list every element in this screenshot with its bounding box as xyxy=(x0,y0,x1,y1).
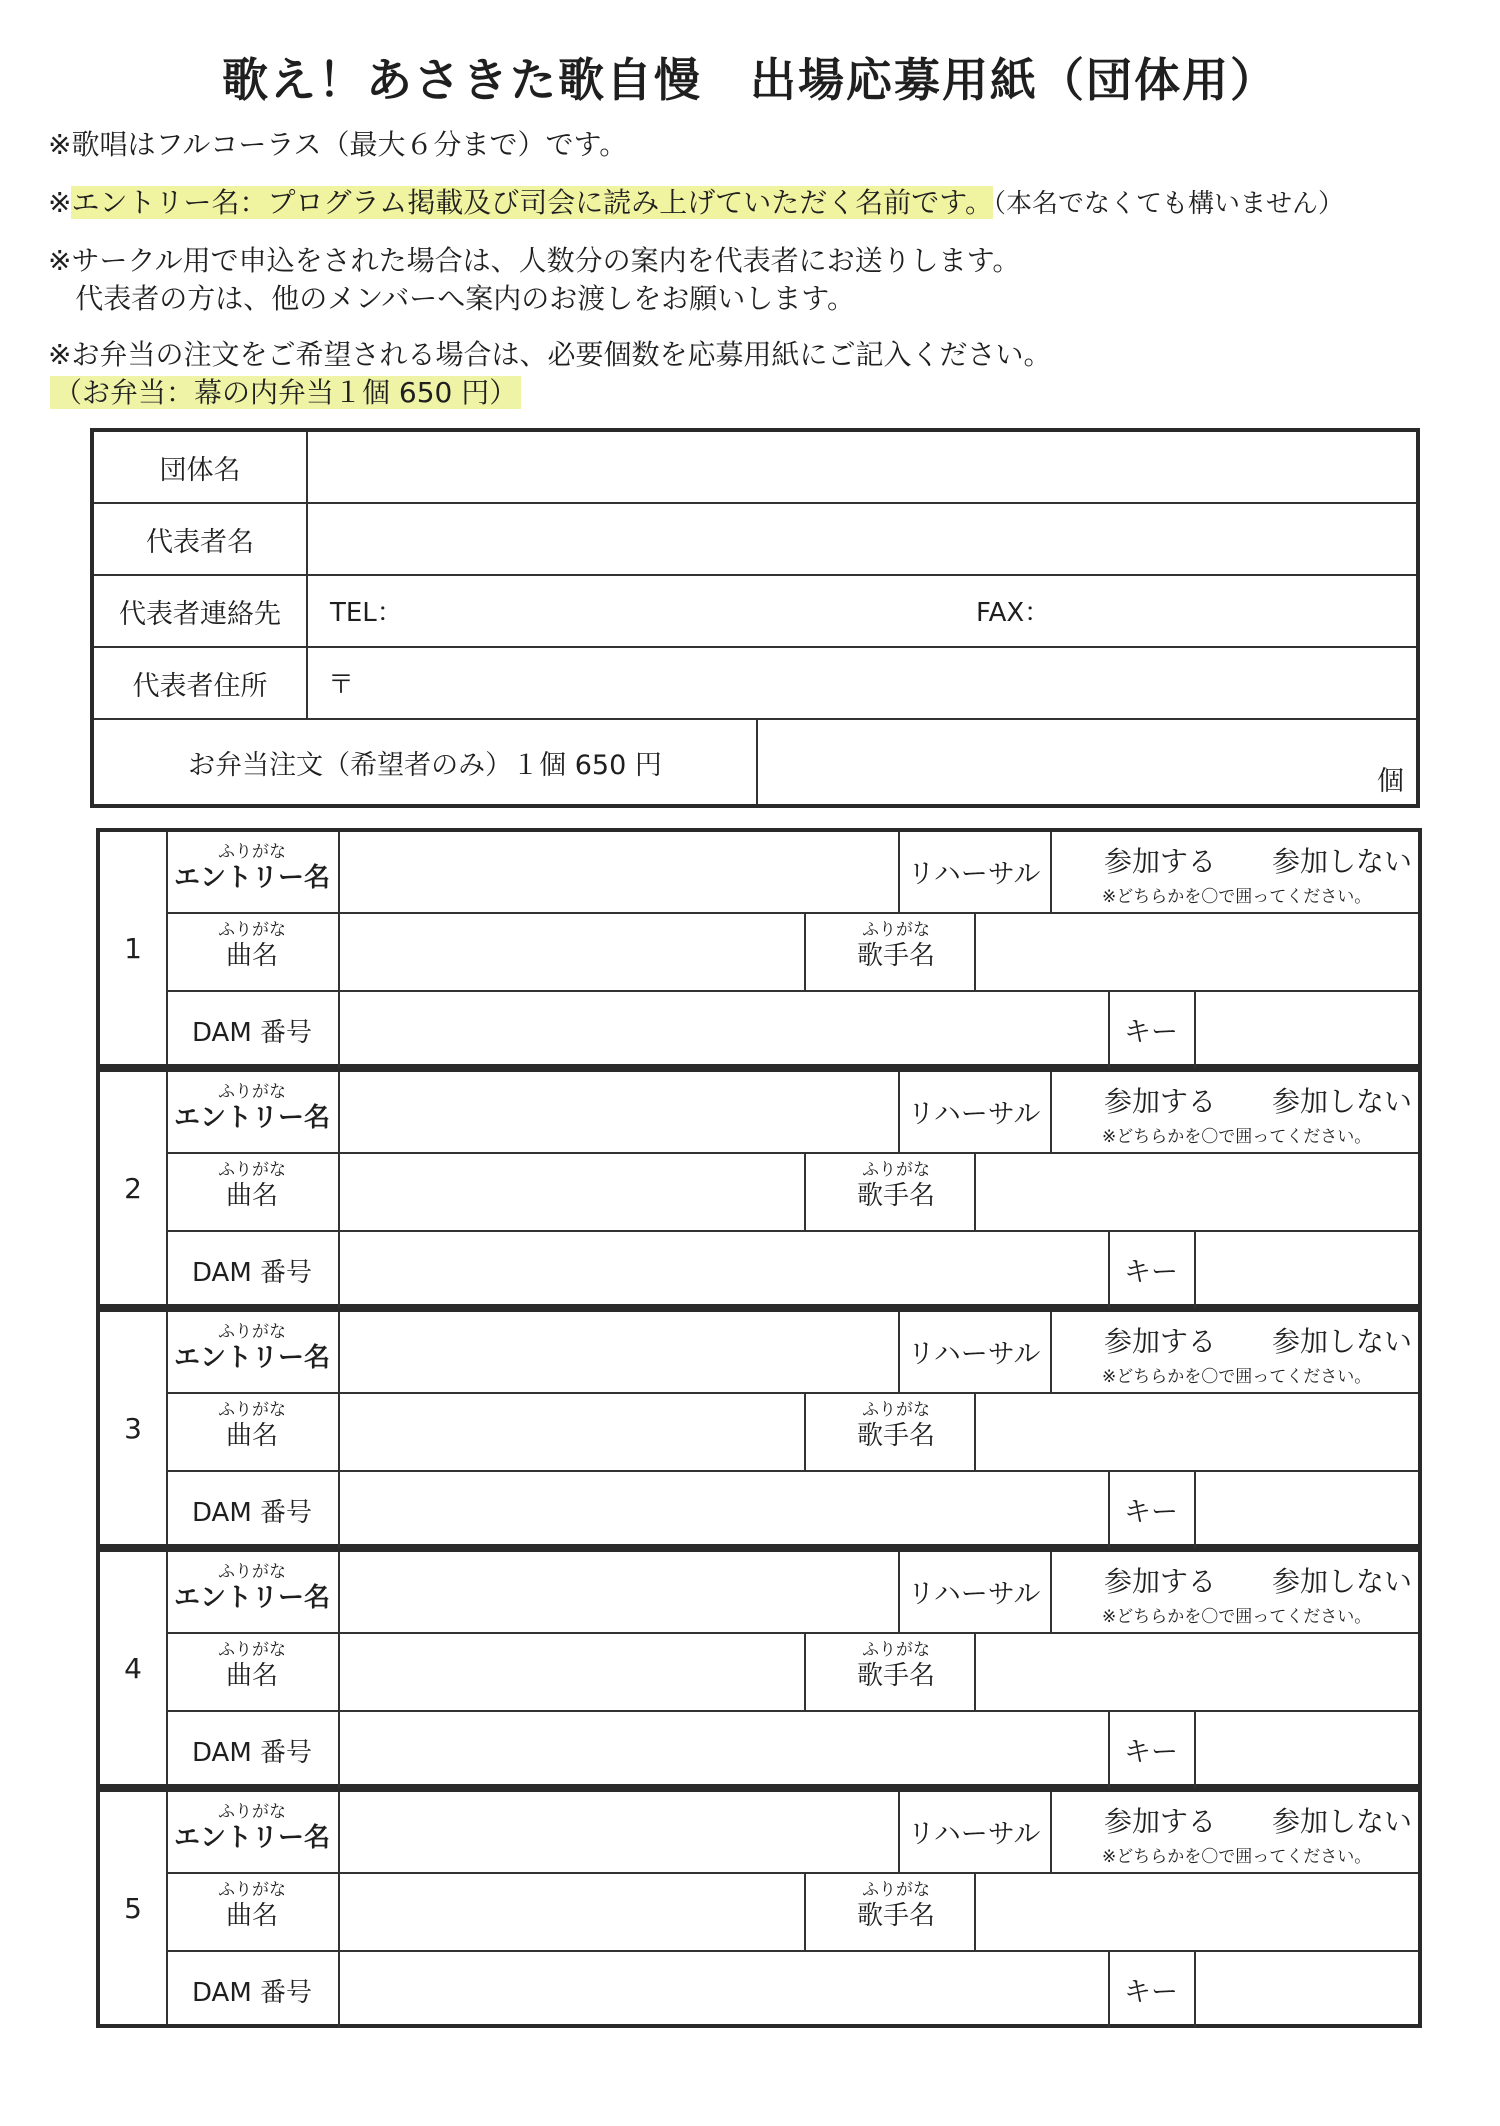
rehearsal-attend-option[interactable]: 参加する xyxy=(1104,1325,1217,1358)
rehearsal-label: リハーサル xyxy=(907,1819,1041,1850)
furigana-label: ふりがな xyxy=(218,1322,286,1342)
rehearsal-not-attend-option[interactable]: 参加しない xyxy=(1272,1085,1413,1118)
singer-name-text: 歌手名 xyxy=(856,1661,935,1691)
group-info-table xyxy=(90,428,1420,808)
entry-number: 3 xyxy=(100,1312,168,1544)
entry-number: 5 xyxy=(100,1792,168,2024)
rehearsal-divider xyxy=(1050,1312,1052,1392)
rehearsal-attend-option[interactable]: 参加する xyxy=(1104,1565,1217,1598)
key-field[interactable] xyxy=(1196,992,1418,1066)
entry-block xyxy=(96,1548,1422,1788)
song-name-text: 曲名 xyxy=(225,1661,278,1691)
rehearsal-label: リハーサル xyxy=(907,1339,1041,1370)
singer-name-field[interactable] xyxy=(976,1634,1418,1708)
address-field[interactable] xyxy=(306,648,1416,718)
row-contact xyxy=(94,576,1416,648)
note-circle-line2 xyxy=(50,282,855,316)
entry-name-text: エントリー名 xyxy=(173,1343,330,1373)
dam-number-label: DAM 番号 xyxy=(191,1258,313,1288)
contact-field[interactable] xyxy=(306,576,1416,646)
circle-instruction: ※どちらかを〇で囲ってください。 xyxy=(1102,1367,1372,1387)
song-name-field[interactable] xyxy=(340,1394,802,1468)
song-name-text: 曲名 xyxy=(225,1901,278,1931)
tel-label: TEL： xyxy=(330,598,403,628)
note-full-chorus: ※歌唱はフルコーラス（最大６分まで）です。 xyxy=(48,128,628,161)
singer-name-label xyxy=(818,1400,974,1452)
dam-number-field[interactable] xyxy=(340,1712,1106,1786)
fax-label: FAX： xyxy=(976,598,1051,628)
entry-name-field[interactable] xyxy=(340,1072,896,1150)
entry-number: 2 xyxy=(100,1072,168,1304)
dam-number-field[interactable] xyxy=(340,1952,1106,2026)
entry-block xyxy=(96,1788,1422,2028)
song-name-label xyxy=(166,1160,338,1212)
circle-instruction: ※どちらかを〇で囲ってください。 xyxy=(1102,1847,1372,1867)
entry-number: 1 xyxy=(100,832,168,1064)
bento-unit: 個 xyxy=(1377,766,1404,797)
rehearsal-divider xyxy=(1050,1072,1052,1152)
key-label: キー xyxy=(1124,1017,1178,1048)
furigana-label: ふりがな xyxy=(218,1802,286,1822)
key-label: キー xyxy=(1124,1497,1178,1528)
entry-name-text: エントリー名 xyxy=(173,1103,330,1133)
singer-name-label xyxy=(818,1880,974,1932)
rep-name-field[interactable] xyxy=(306,504,1416,574)
dam-number-field[interactable] xyxy=(340,992,1106,1066)
furigana-label: ふりがな xyxy=(218,1082,286,1102)
key-field[interactable] xyxy=(1196,1712,1418,1786)
row-rep-name xyxy=(94,504,1416,576)
circle-instruction: ※どちらかを〇で囲ってください。 xyxy=(1102,1607,1372,1627)
note-circle-line1: ※サークル用で申込をされた場合は、人数分の案内を代表者にお送りします。 xyxy=(48,244,1021,277)
note-bento-line1: ※お弁当の注文をご希望される場合は、必要個数を応募用紙にご記入ください。 xyxy=(48,338,1052,371)
note-entry-name-highlight: エントリー名：プログラム掲載及び司会に読み上げていただく名前です。 xyxy=(71,186,993,219)
rehearsal-not-attend-option[interactable]: 参加しない xyxy=(1272,1325,1413,1358)
singer-name-field[interactable] xyxy=(976,1394,1418,1468)
address-label: 代表者住所 xyxy=(94,648,308,718)
furigana-label: ふりがな xyxy=(218,1562,286,1582)
rehearsal-attend-option[interactable]: 参加する xyxy=(1104,1085,1217,1118)
song-name-field[interactable] xyxy=(340,1154,802,1228)
singer-name-label xyxy=(818,920,974,972)
rehearsal-divider xyxy=(1050,1552,1052,1632)
song-name-text: 曲名 xyxy=(225,1181,278,1211)
entry-name-text: エントリー名 xyxy=(173,863,330,893)
entry-block xyxy=(96,1068,1422,1308)
note-entry-name-suffix: （本名でなくても構いません） xyxy=(992,189,1344,219)
furigana-label: ふりがな xyxy=(862,1640,930,1660)
rehearsal-label: リハーサル xyxy=(907,1579,1041,1610)
singer-name-text: 歌手名 xyxy=(856,1181,935,1211)
entry-name-label xyxy=(166,1322,338,1374)
entry-number: 4 xyxy=(100,1552,168,1784)
entry-block xyxy=(96,1308,1422,1548)
singer-divider xyxy=(804,1392,806,1470)
furigana-label: ふりがな xyxy=(862,1880,930,1900)
song-name-text: 曲名 xyxy=(225,941,278,971)
singer-divider xyxy=(804,1632,806,1710)
dam-number-field[interactable] xyxy=(340,1232,1106,1306)
dam-number-label: DAM 番号 xyxy=(191,1978,313,2008)
furigana-label: ふりがな xyxy=(862,1160,930,1180)
circle-instruction: ※どちらかを〇で囲ってください。 xyxy=(1102,1127,1372,1147)
singer-divider xyxy=(804,1152,806,1230)
key-field[interactable] xyxy=(1196,1952,1418,2026)
furigana-label: ふりがな xyxy=(218,1640,286,1660)
rehearsal-label: リハーサル xyxy=(907,1099,1041,1130)
key-field[interactable] xyxy=(1196,1232,1418,1306)
song-name-label xyxy=(166,1640,338,1692)
dam-number-field[interactable] xyxy=(340,1472,1106,1546)
entry-name-label xyxy=(166,842,338,894)
entry-name-text: エントリー名 xyxy=(173,1823,330,1853)
row-group-name xyxy=(94,432,1416,504)
singer-divider xyxy=(804,1872,806,1950)
group-name-label: 団体名 xyxy=(94,432,308,502)
entry-name-field[interactable] xyxy=(340,1792,896,1870)
row-address xyxy=(94,648,1416,720)
entry-name-text: エントリー名 xyxy=(173,1583,330,1613)
singer-name-label xyxy=(818,1640,974,1692)
song-name-label xyxy=(166,1400,338,1452)
rehearsal-divider xyxy=(1050,832,1052,912)
circle-instruction: ※どちらかを〇で囲ってください。 xyxy=(1102,887,1372,907)
key-field[interactable] xyxy=(1196,1472,1418,1546)
entry-name-field[interactable] xyxy=(340,1312,896,1390)
key-label: キー xyxy=(1124,1737,1178,1768)
key-label: キー xyxy=(1124,1977,1178,2008)
contact-label: 代表者連絡先 xyxy=(94,576,308,646)
entry-name-field[interactable] xyxy=(340,832,896,910)
rehearsal-not-attend-option[interactable]: 参加しない xyxy=(1272,845,1413,878)
note-circle-line2-text: 代表者の方は、他のメンバーへ案内のお渡しをお願いします。 xyxy=(75,282,855,315)
note-bento-highlight: （お弁当：幕の内弁当１個 650 円） xyxy=(50,376,521,409)
song-name-field[interactable] xyxy=(340,914,802,988)
furigana-label: ふりがな xyxy=(862,1400,930,1420)
dam-number-label: DAM 番号 xyxy=(191,1738,313,1768)
postal-mark: 〒 xyxy=(328,670,355,700)
rehearsal-not-attend-option[interactable]: 参加しない xyxy=(1272,1565,1413,1598)
entry-block xyxy=(96,828,1422,1068)
bento-order-label: お弁当注文（希望者のみ）１個 650 円 xyxy=(94,720,758,804)
furigana-label: ふりがな xyxy=(218,1400,286,1420)
furigana-label: ふりがな xyxy=(218,842,286,862)
song-name-label xyxy=(166,1880,338,1932)
singer-name-text: 歌手名 xyxy=(856,1901,935,1931)
song-name-label xyxy=(166,920,338,972)
singer-name-field[interactable] xyxy=(976,1154,1418,1228)
song-name-text: 曲名 xyxy=(225,1421,278,1451)
furigana-label: ふりがな xyxy=(218,1160,286,1180)
group-name-field[interactable] xyxy=(306,432,1416,502)
furigana-label: ふりがな xyxy=(218,1880,286,1900)
rehearsal-label: リハーサル xyxy=(907,859,1041,890)
rehearsal-divider xyxy=(1050,1792,1052,1872)
singer-name-field[interactable] xyxy=(976,914,1418,988)
dam-number-label: DAM 番号 xyxy=(191,1498,313,1528)
form-title: 歌え！あさきた歌自慢 出場応募用紙（団体用） xyxy=(222,53,1278,107)
singer-name-text: 歌手名 xyxy=(856,941,935,971)
entry-name-label xyxy=(166,1082,338,1134)
furigana-label: ふりがな xyxy=(218,920,286,940)
dam-number-label: DAM 番号 xyxy=(191,1018,313,1048)
bento-quantity-field[interactable] xyxy=(756,720,1416,804)
row-bento xyxy=(94,720,1416,804)
entry-name-label xyxy=(166,1802,338,1854)
rehearsal-attend-option[interactable]: 参加する xyxy=(1104,1805,1217,1838)
entry-name-label xyxy=(166,1562,338,1614)
key-label: キー xyxy=(1124,1257,1178,1288)
song-name-field[interactable] xyxy=(340,1634,802,1708)
furigana-label: ふりがな xyxy=(862,920,930,940)
rehearsal-attend-option[interactable]: 参加する xyxy=(1104,845,1217,878)
note-entry-name-prefix: ※ xyxy=(48,186,72,219)
singer-name-field[interactable] xyxy=(976,1874,1418,1948)
note-entry-name xyxy=(48,186,1344,221)
entry-name-field[interactable] xyxy=(340,1552,896,1630)
rehearsal-not-attend-option[interactable]: 参加しない xyxy=(1272,1805,1413,1838)
singer-name-text: 歌手名 xyxy=(856,1421,935,1451)
song-name-field[interactable] xyxy=(340,1874,802,1948)
singer-divider xyxy=(804,912,806,990)
rep-name-label: 代表者名 xyxy=(94,504,308,574)
singer-name-label xyxy=(818,1160,974,1212)
note-bento-line2 xyxy=(50,376,521,410)
